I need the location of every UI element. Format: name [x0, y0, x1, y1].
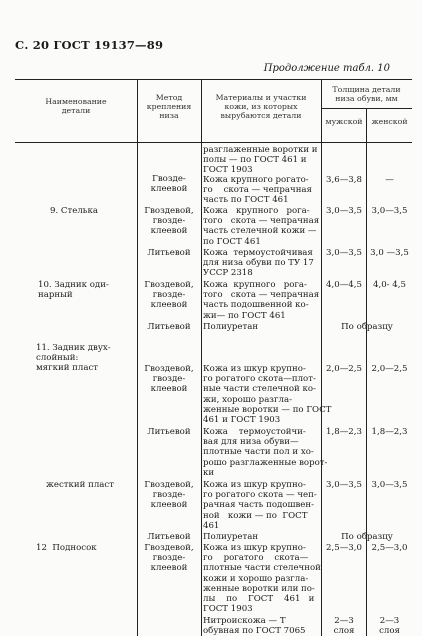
table-cell-materials: Кожа крупного рога- того скота — чепрачная часть подошвенной ко- жи— по ГОСТ 461 — [203, 280, 320, 321]
table-top-rule — [15, 79, 412, 80]
table-cell-materials: Кожа крупного рога- того скота — чепрачная часть стелечной кожи — по ГОСТ 461 — [203, 206, 320, 247]
table-cell-thickness-women: — — [385, 175, 394, 185]
column-header-thickness: Толщина детали низа обуви, мм — [332, 85, 401, 104]
table-cell-method: Литьевой — [147, 322, 191, 332]
table-cell-detail-name: 9. Стелька — [50, 206, 98, 216]
table-cell-thickness-span: По образцу — [341, 532, 393, 542]
table-cell-materials: Кожа термоустойчи- вая для низа обуви— плотные части пол и хо- рошо разглаженные ворот- ки — [203, 427, 328, 478]
column-header-materials: Материалы и участки кожи, из которых вырубаются детали — [215, 93, 307, 121]
column-divider — [137, 79, 138, 636]
table-cell-thickness-men: 3,6—3,8 — [326, 175, 362, 185]
table-cell-materials: Кожа термоустойчивая для низа обуви по ТУ 17 УССР 2318 — [203, 248, 314, 279]
table-cell-thickness-women: 1,8—2,3 — [371, 427, 408, 437]
table-cell-detail-name: 12 Подносок — [36, 543, 97, 553]
table-cell-thickness-men: 3,0—3,5 — [326, 206, 362, 216]
column-header-name: Наименование детали — [45, 97, 107, 116]
table-cell-method: Гвоздевой, гвозде- клеевой — [144, 480, 194, 511]
table-cell-detail-name: 11. Задник двух- слойный: мягкий пласт — [36, 343, 111, 374]
table-cell-thickness-women: 2—3 слоя — [379, 616, 400, 636]
table-cell-detail-name: 10. Задник оди- нарный — [38, 280, 109, 301]
table-cell-materials: Нитроискожа — Т обувная по ГОСТ 7065 — [203, 616, 306, 636]
table-cell-thickness-span: По образцу — [341, 322, 393, 332]
table-cell-thickness-women: 2,5—3,0 — [371, 543, 408, 553]
table-cell-thickness-women: 2,0—2,5 — [371, 364, 408, 374]
table-cell-thickness-men: 2,0—2,5 — [326, 364, 362, 374]
table-cell-method: Гвоздевой, гвозде- клеевой — [144, 206, 194, 237]
table-cell-materials: Кожа крупного рогато- го скота — чепрачная часть по ГОСТ 461 — [203, 175, 312, 206]
table-cell-materials: Полиуретан — [203, 322, 259, 332]
table-cell-thickness-men: 3,0—3,5 — [326, 480, 362, 490]
table-cell-method: Гвоздевой, гвозде- клеевой — [144, 543, 194, 574]
column-divider — [201, 79, 202, 636]
column-header-men: мужской — [325, 117, 363, 126]
table-cell-thickness-women: 3,0—3,5 — [371, 480, 408, 490]
table-cell-method: Литьевой — [147, 427, 191, 437]
table-cell-thickness-women: 3,0—3,5 — [371, 206, 408, 216]
table-cell-detail-name: жесткий пласт — [46, 480, 114, 490]
table-cell-materials: Кожа из шкур крупно- го рогатого скота — чеп- рачная часть подошвен- ной кожи — по ГОСТ 461 — [203, 480, 317, 531]
table-header-bottom-rule — [15, 142, 412, 143]
table-cell-method: Гвоздевой, гвозде- клеевой — [144, 364, 194, 395]
table-cell-thickness-men: 4,0—4,5 — [326, 280, 362, 290]
table-continuation-caption: Продолжение табл. 10 — [263, 63, 390, 74]
table-cell-thickness-women: 3,0 —3,5 — [370, 248, 409, 258]
page-header: С. 20 ГОСТ 19137—89 — [15, 38, 164, 52]
table-cell-thickness-men: 1,8—2,3 — [326, 427, 362, 437]
table-cell-materials: Кожа из шкур крупно- го рогатого скота—плот- ные части стелечной ко- жи, хорошо разгла- женные воротки — по ГОСТ 461 и ГОСТ 1903 — [203, 364, 332, 426]
table-cell-method: Литьевой — [147, 248, 191, 258]
table-cell-materials: разглаженные воротки и полы — по ГОСТ 461 и ГОСТ 1903 — [203, 145, 318, 176]
table-cell-thickness-men: 2,5—3,0 — [326, 543, 362, 553]
column-header-women: женской — [371, 117, 408, 126]
table-cell-method: Гвоздевой, гвозде- клеевой — [144, 280, 194, 311]
table-cell-method: Литьевой — [147, 532, 191, 542]
table-cell-materials: Кожа из шкур крупно- го рогатого скота— плотные части стелечной кожи и хорошо разгла- женные воротки или по- лы по ГОСТ 461 и ГОСТ 1903 — [203, 543, 321, 615]
column-header-method: Метод крепления низа — [146, 93, 192, 121]
table-cell-materials: Полиуретан — [203, 532, 259, 542]
table-cell-method: Гвозде- клеевой — [150, 174, 188, 195]
table-cell-thickness-men: 3,0—3,5 — [326, 248, 362, 258]
table-cell-thickness-men: 2—3 слоя — [333, 616, 355, 636]
table-cell-thickness-women: 4,0- 4,5 — [373, 280, 406, 290]
